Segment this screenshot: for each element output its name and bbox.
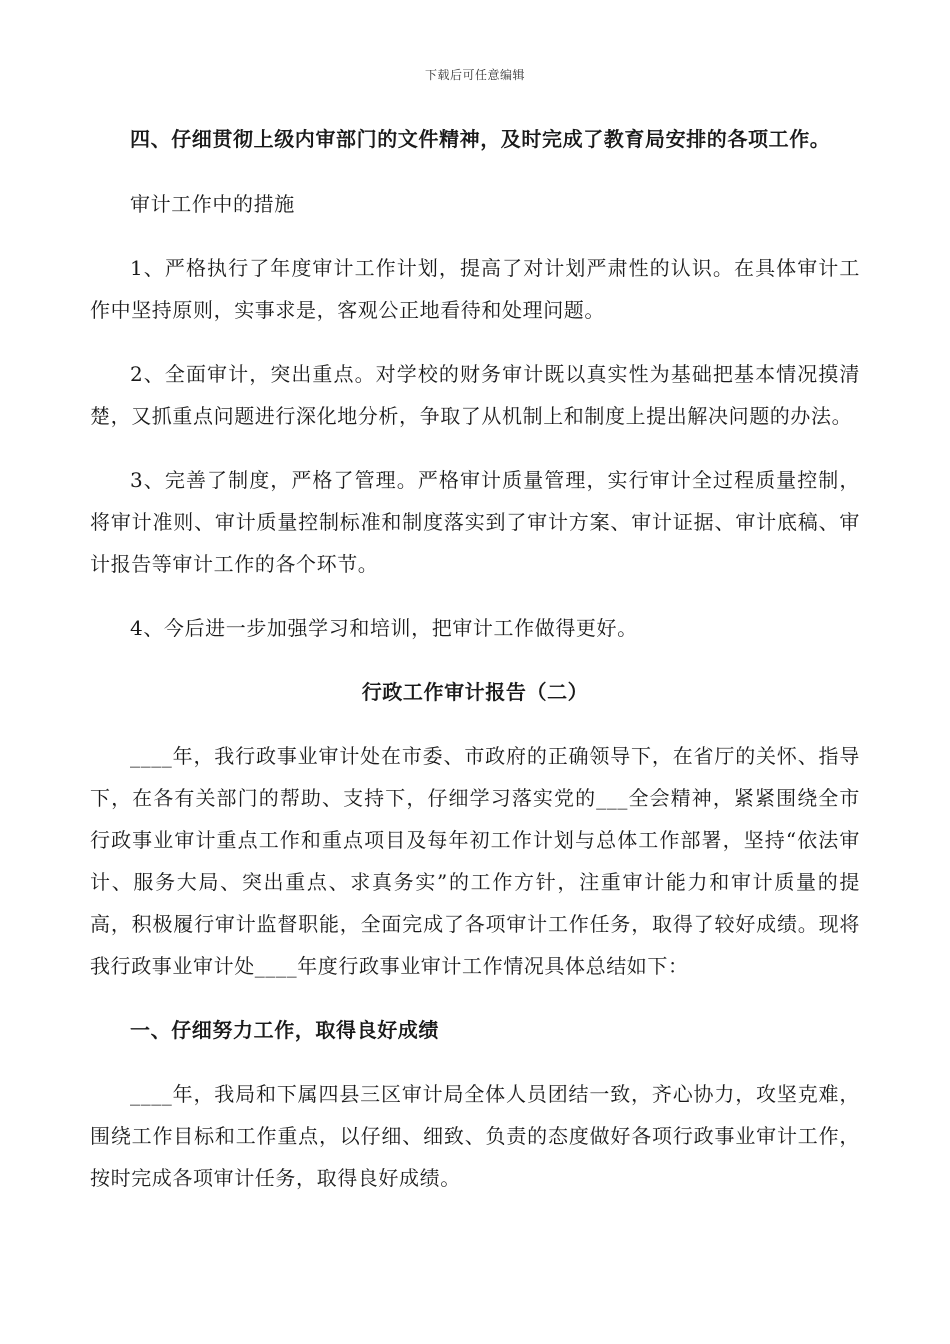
header-note: 下载后可任意编辑 [424, 68, 525, 82]
paragraph-report-intro: ____年，我行政事业审计处在市委、市政府的正确领导下，在省厅的关怀、指导下，在各有关部门的帮助、支持下，仔细学习落实党的___全会精神，紧紧围绕全市行政事业审计重点工作和重点项目及每年初工作计划与总体工作部署，坚持“依法审计、服务大局、突出重点、求真务实”的工作方针，注重审计能力和审计质量的提高，积极履行审计监督职能，全面完成了各项审计工作任务，取得了较好成绩。现将我行政事业审计处____年度行政事业审计工作情况具体总结如下： [90, 744, 860, 978]
document-body [90, 118, 860, 1199]
paragraph-section-four-heading: 四、仔细贯彻上级内审部门的文件精神，及时完成了教育局安排的各项工作。 [130, 127, 831, 151]
section-one-heading: 一、仔细努力工作，取得良好成绩 [130, 1018, 439, 1042]
paragraph-measure-2: 2、全面审计，突出重点。对学校的财务审计既以真实性为基础把基本情况摸清楚，又抓重点问题进行深化地分析，争取了从机制上和制度上提出解决问题的办法。 [90, 362, 860, 428]
paragraph-section-one-body: ____年，我局和下属四县三区审计局全体人员团结一致，齐心协力，攻坚克难，围绕工作目标和工作重点，以仔细、细致、负责的态度做好各项行政事业审计工作，按时完成各项审计任务，取得良好成绩。 [90, 1082, 860, 1190]
paragraph-measure-1: 1、严格执行了年度审计工作计划，提高了对计划严肃性的认识。在具体审计工作中坚持原则，实事求是，客观公正地看待和处理问题。 [90, 256, 860, 322]
paragraph-measure-4: 4、今后进一步加强学习和培训，把审计工作做得更好。 [130, 616, 638, 640]
report-title: 行政工作审计报告（二） [361, 680, 589, 704]
paragraph-measure-3: 3、完善了制度，严格了管理。严格审计质量管理，实行审计全过程质量控制，将审计准则、审计质量控制标准和制度落实到了审计方案、审计证据、审计底稿、审计报告等审计工作的各个环节。 [90, 468, 860, 576]
paragraph-measures-label: 审计工作中的措施 [130, 192, 295, 216]
